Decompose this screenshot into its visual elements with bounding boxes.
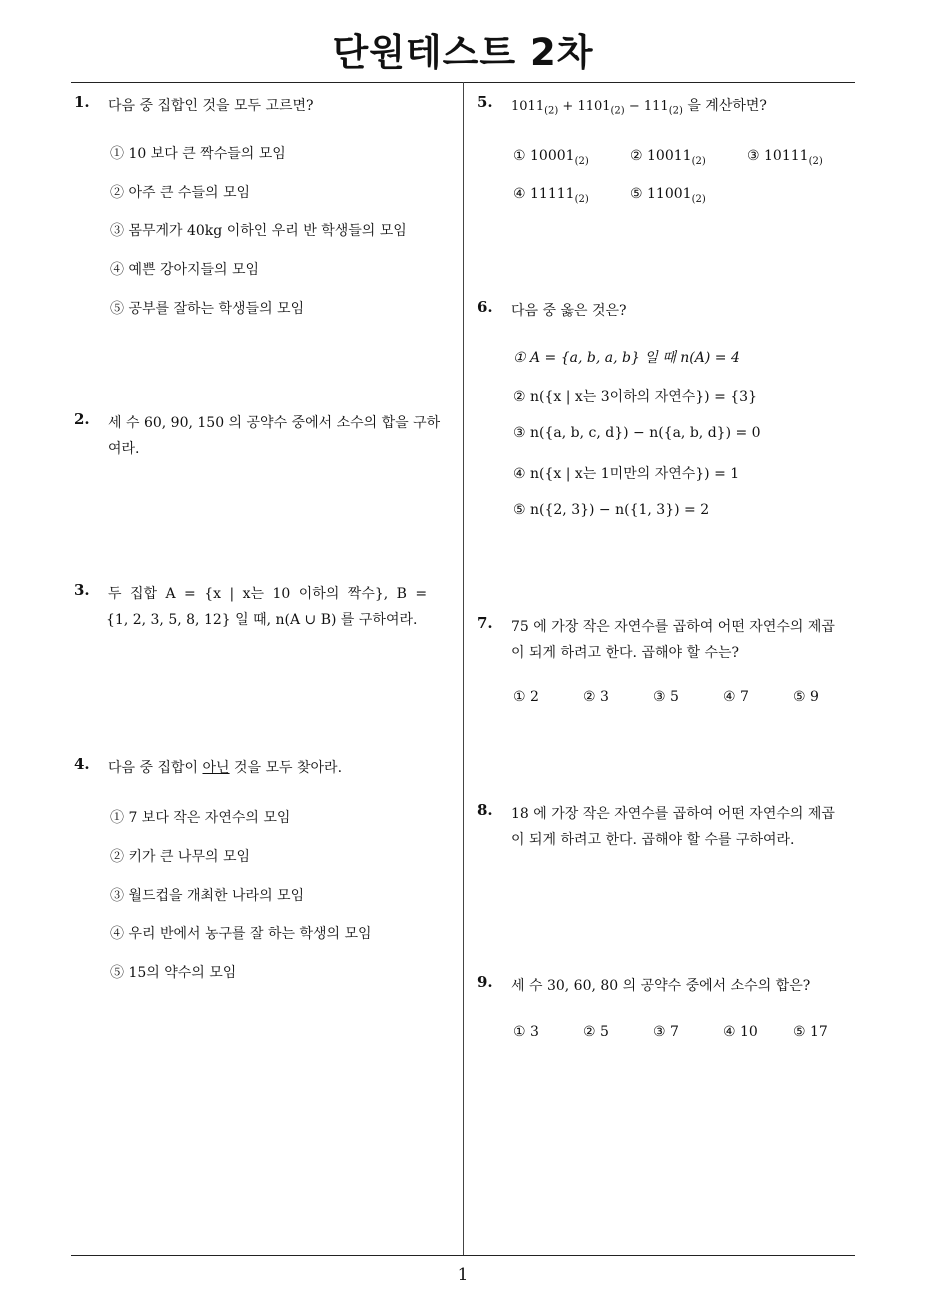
choice-mark: ③ [747, 148, 760, 164]
q7-choice-2[interactable]: ② 3 [583, 689, 609, 705]
choice-value: 10111 [764, 148, 809, 164]
plus-sign: + [558, 99, 578, 114]
question-number: 1. [74, 93, 90, 111]
base-subscript: (2) [691, 155, 706, 167]
choice-mark: ⑤ [630, 186, 643, 202]
question-9 [477, 973, 862, 1000]
question-8 [477, 801, 862, 853]
base-subscript: (2) [574, 193, 589, 205]
base-subscript: (2) [574, 155, 589, 167]
choice-mark: ② [630, 148, 643, 164]
q4-choice-2[interactable]: ② 키가 큰 나무의 모임 [110, 849, 250, 865]
q1-choice-5[interactable]: ⑤ 공부를 잘하는 학생들의 모임 [110, 301, 305, 317]
question-text: 다음 중 옳은 것은? [511, 303, 627, 319]
question-number: 3. [74, 581, 90, 599]
text-part: 다음 중 집합이 [108, 760, 203, 776]
question-7 [477, 614, 862, 666]
choice-mark: ④ [513, 186, 526, 202]
q6-choice-5[interactable]: ⑤ n({2, 3}) − n({1, 3}) = 2 [513, 502, 710, 518]
q5-choice-1[interactable] [513, 148, 589, 167]
question-3 [74, 581, 459, 633]
question-number: 8. [477, 801, 493, 819]
operand-a: 1011 [511, 99, 545, 114]
q9-choice-3[interactable]: ③ 7 [653, 1024, 679, 1040]
question-number: 6. [477, 298, 493, 316]
base-subscript: (2) [808, 155, 823, 167]
q4-choice-3[interactable]: ③ 월드컵을 개최한 나라의 모임 [110, 888, 305, 904]
question-expression [511, 93, 862, 125]
choice-value: 11111 [530, 186, 575, 202]
question-6 [477, 298, 862, 325]
question-text-line-2: 여라. [108, 441, 140, 457]
operand-b: 1101 [577, 99, 611, 114]
question-2 [74, 410, 459, 462]
choice-value: 10011 [647, 148, 692, 164]
page-title: 단원테스트 2차 [332, 31, 594, 74]
q1-choice-4[interactable]: ④ 예쁜 강아지들의 모임 [110, 262, 260, 278]
question-4 [74, 755, 459, 782]
question-number: 2. [74, 410, 90, 428]
base-subscript: (2) [668, 105, 683, 117]
question-text [108, 755, 459, 782]
question-1 [74, 93, 459, 120]
choice-value: 11001 [647, 186, 692, 202]
q9-choice-4[interactable]: ④ 10 [723, 1024, 758, 1040]
question-text: 다음 중 집합인 것을 모두 고르면? [108, 98, 314, 114]
underlined-word: 아닌 [202, 760, 230, 776]
question-text-line-2: {1, 2, 3, 5, 8, 12} 일 때, n(A ∪ B) 를 구하여라. [106, 612, 418, 628]
q7-choice-4[interactable]: ④ 7 [723, 689, 749, 705]
q7-choice-3[interactable]: ③ 5 [653, 689, 679, 705]
question-text-line-1: 75 에 가장 작은 자연수를 곱하여 어떤 자연수의 제곱 [511, 619, 835, 635]
q4-choice-5[interactable]: ⑤ 15의 약수의 모임 [110, 965, 237, 981]
q9-choice-5[interactable]: ⑤ 17 [793, 1024, 828, 1040]
question-text: 세 수 30, 60, 80 의 공약수 중에서 소수의 합은? [511, 978, 811, 994]
operand-c: 111 [643, 99, 669, 114]
q7-choice-1[interactable]: ① 2 [513, 689, 539, 705]
q9-choice-2[interactable]: ② 5 [583, 1024, 609, 1040]
column-divider [463, 82, 464, 1255]
question-text-line-1: 18 에 가장 작은 자연수를 곱하여 어떤 자연수의 제곱 [511, 806, 835, 822]
q5-choice-5[interactable] [630, 186, 706, 205]
question-number: 9. [477, 973, 493, 991]
question-number: 7. [477, 614, 493, 632]
question-number: 5. [477, 93, 493, 111]
base-subscript: (2) [691, 193, 706, 205]
q6-choice-3[interactable]: ③ n({a, b, c, d}) − n({a, b, d}) = 0 [513, 425, 761, 441]
q4-choice-1[interactable]: ① 7 보다 작은 자연수의 모임 [110, 810, 291, 826]
minus-sign: − [624, 99, 644, 114]
question-text-line-1: 세 수 60, 90, 150 의 공약수 중에서 소수의 합을 구하 [108, 415, 441, 431]
question-text-line-1: 두 집합 A = {x | x는 10 이하의 짝수}, B = [108, 586, 428, 602]
question-number: 4. [74, 755, 90, 773]
page-number: 1 [457, 1265, 469, 1285]
question-text-line-2: 이 되게 하려고 한다. 곱해야 할 수는? [511, 645, 739, 661]
q1-choice-3[interactable]: ③ 몸무게가 40kg 이하인 우리 반 학생들의 모임 [110, 223, 407, 239]
bottom-rule [71, 1255, 855, 1256]
q1-choice-2[interactable]: ② 아주 큰 수들의 모임 [110, 185, 250, 201]
choice-value: 10001 [530, 148, 575, 164]
q1-choice-1[interactable]: ① 10 보다 큰 짝수들의 모임 [110, 146, 286, 162]
q5-choice-4[interactable] [513, 186, 589, 205]
question-suffix: 을 계산하면? [682, 98, 767, 114]
question-text-line-2: 이 되게 하려고 한다. 곱해야 할 수를 구하여라. [511, 832, 795, 848]
choice-mark: ① [513, 148, 526, 164]
q5-choice-3[interactable] [747, 148, 823, 167]
question-5 [477, 93, 862, 125]
q7-choice-5[interactable]: ⑤ 9 [793, 689, 819, 705]
q4-choice-4[interactable]: ④ 우리 반에서 농구를 잘 하는 학생의 모임 [110, 926, 372, 942]
q6-choice-1[interactable]: ① A = {a, b, a, b} 일 때 n(A) = 4 [513, 350, 740, 366]
q6-choice-4[interactable]: ④ n({x | x는 1미만의 자연수}) = 1 [513, 466, 740, 482]
q5-choice-2[interactable] [630, 148, 706, 167]
base-subscript: (2) [544, 105, 559, 117]
q6-choice-2[interactable]: ② n({x | x는 3이하의 자연수}) = {3} [513, 389, 757, 405]
base-subscript: (2) [610, 105, 625, 117]
q9-choice-1[interactable]: ① 3 [513, 1024, 539, 1040]
text-part: 것을 모두 찾아라. [229, 760, 343, 776]
